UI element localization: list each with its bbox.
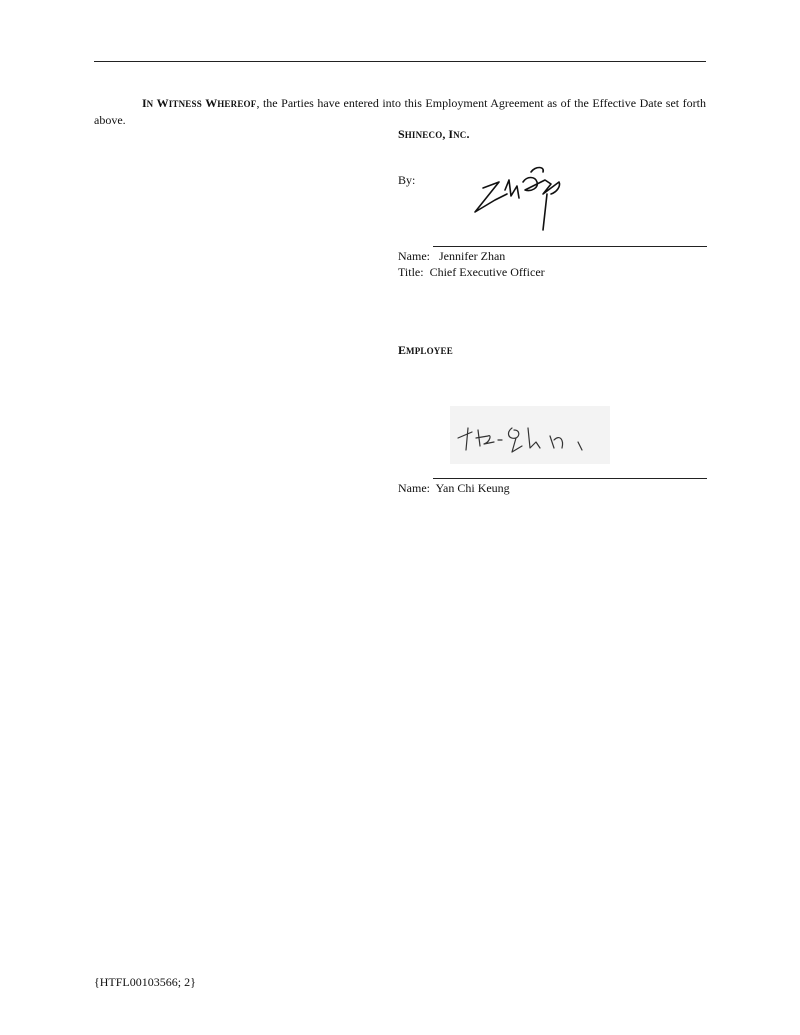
witness-paragraph (94, 95, 706, 128)
by-label: By: (398, 173, 416, 187)
company-signer-name: Jennifer Zhan (439, 249, 506, 263)
witness-heading: IN WITNESS WHEREOF (142, 96, 257, 110)
employee-signature (450, 406, 610, 466)
company-title-row: Title: Chief Executive Officer (398, 265, 545, 279)
company-title: SHINECO, INC. (398, 127, 470, 141)
document-id-footer: {HTFL00103566; 2} (94, 975, 196, 989)
employee-signer-name: Yan Chi Keung (435, 481, 510, 495)
employee-signature-line (433, 478, 707, 479)
top-rule (94, 61, 706, 62)
company-signature (465, 160, 575, 235)
company-signature-line (433, 246, 707, 247)
company-signer-title: Chief Executive Officer (429, 265, 545, 279)
employee-name-row: Name: Yan Chi Keung (398, 481, 510, 495)
employee-title: EMPLOYEE (398, 343, 453, 357)
witness-body: , the Parties have entered into this Employment Agreement as of the Effective Date set forth above. (94, 96, 706, 127)
company-name-row: Name: Jennifer Zhan (398, 249, 506, 263)
